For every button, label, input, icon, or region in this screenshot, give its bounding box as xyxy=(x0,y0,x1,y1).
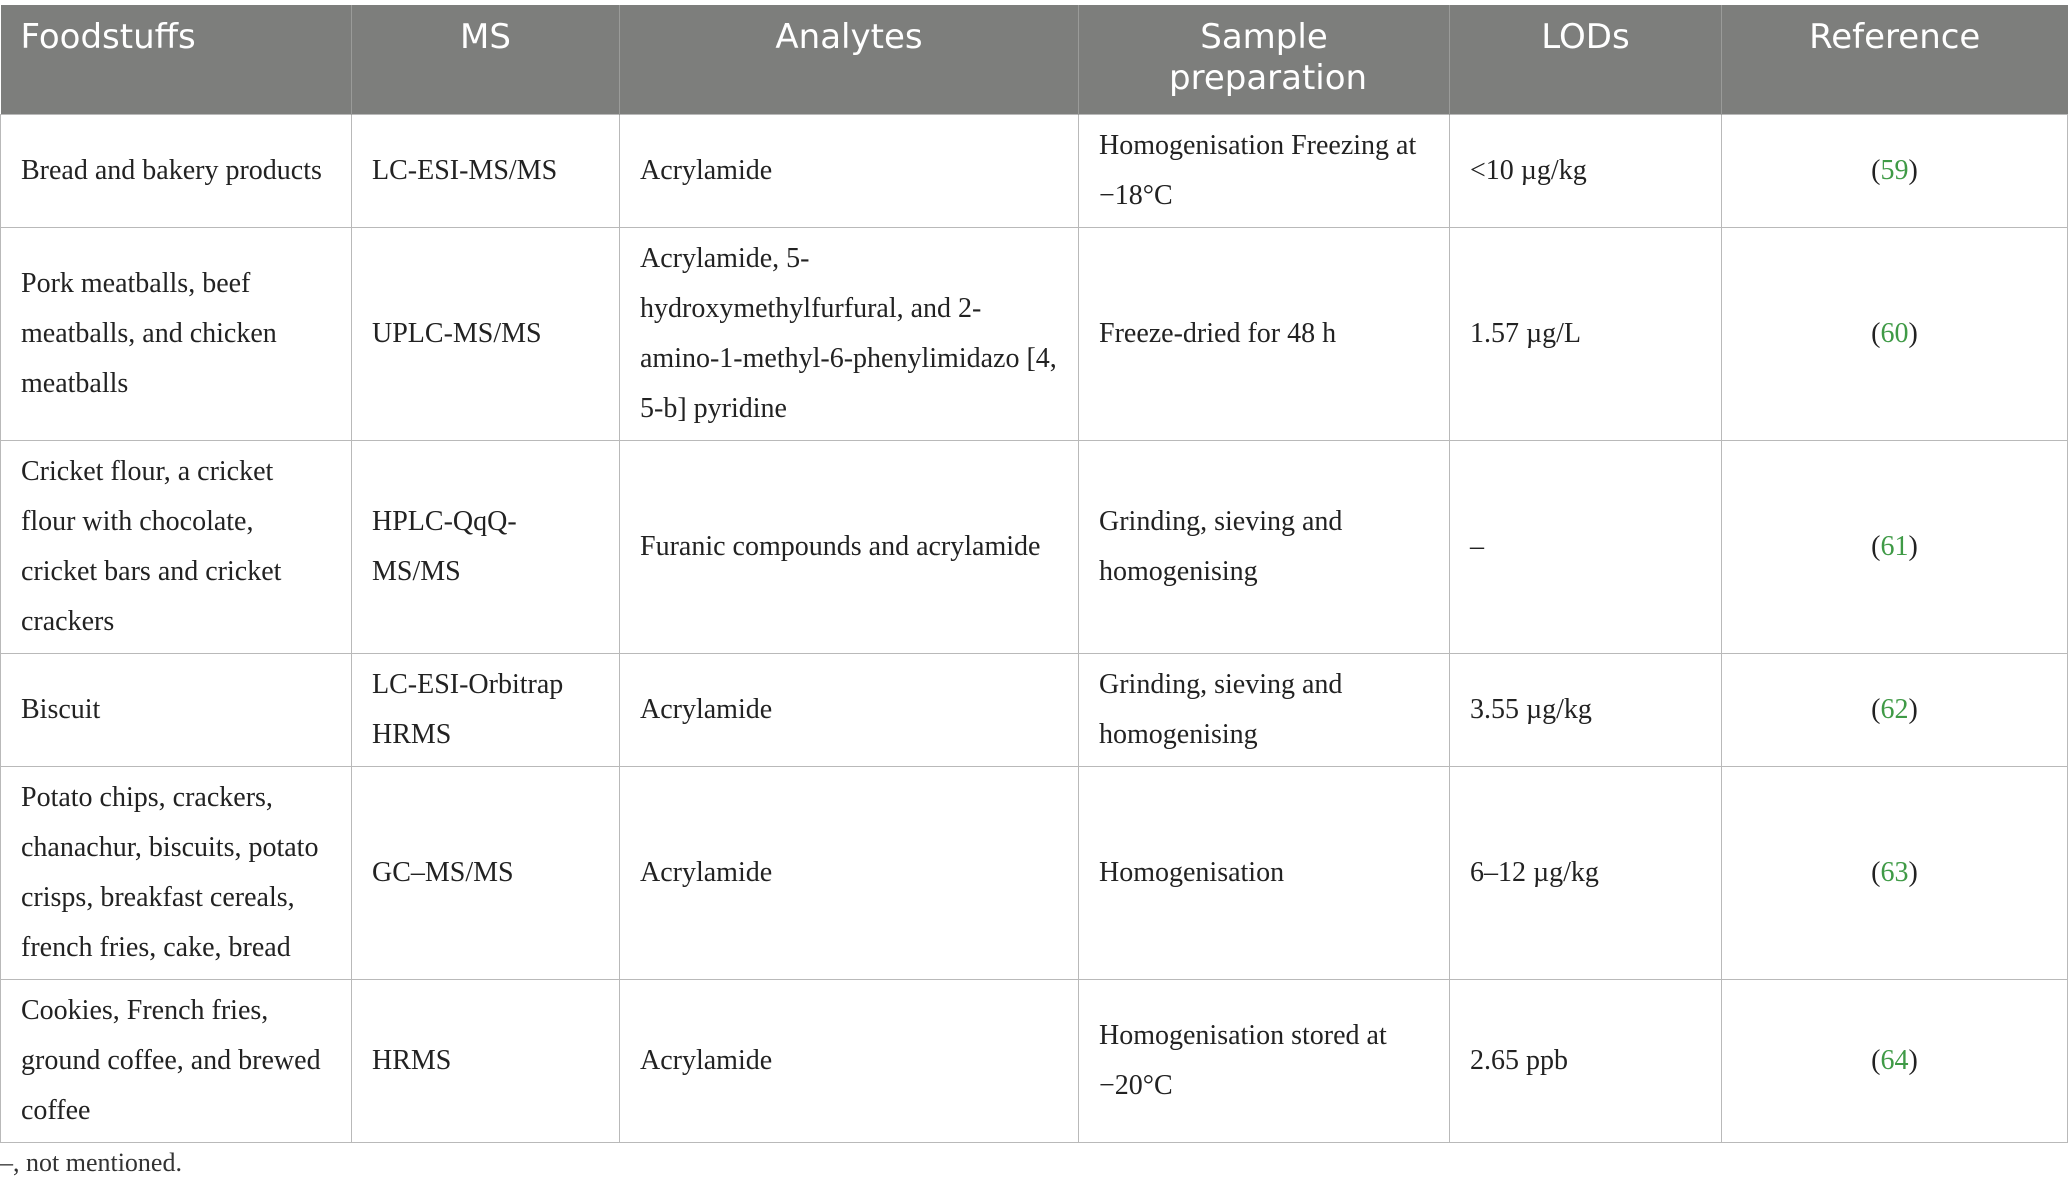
reference-link[interactable]: 59 xyxy=(1880,154,1909,186)
table-row xyxy=(1,440,2068,653)
cell-lods: 3.55 µg/kg xyxy=(1450,653,1722,766)
cell-analytes: Acrylamide, 5-hydroxymethylfurfural, and 2-amino-1-methyl-6-phenylimidazo [4, 5-b] pyridine xyxy=(620,227,1079,440)
table-row xyxy=(1,979,2068,1142)
cell-ms: LC-ESI-MS/MS xyxy=(352,114,620,227)
table-row xyxy=(1,653,2068,766)
cell-ms: LC-ESI-Orbitrap HRMS xyxy=(352,653,620,766)
cell-ms: GC–MS/MS xyxy=(352,766,620,979)
cell-foodstuffs: Pork meatballs, beef meatballs, and chicken meatballs xyxy=(1,227,352,440)
cell-analytes: Acrylamide xyxy=(620,766,1079,979)
table-container xyxy=(0,5,2068,1143)
cell-foodstuffs: Cookies, French fries, ground coffee, and brewed coffee xyxy=(1,979,352,1142)
cell-foodstuffs: Biscuit xyxy=(1,653,352,766)
cell-ms: HPLC-QqQ-MS/MS xyxy=(352,440,620,653)
cell-foodstuffs: Cricket flour, a cricket flour with chocolate, cricket bars and cricket crackers xyxy=(1,440,352,653)
cell-sample-preparation: Homogenisation xyxy=(1079,766,1450,979)
cell-lods: – xyxy=(1450,440,1722,653)
header-sample-preparation-text: Sample preparation xyxy=(1169,17,1368,98)
cell-foodstuffs: Bread and bakery products xyxy=(1,114,352,227)
table-row xyxy=(1,766,2068,979)
cell-ms: HRMS xyxy=(352,979,620,1142)
cell-reference: (63) xyxy=(1722,766,2068,979)
header-analytes: Analytes xyxy=(620,5,1079,114)
cell-lods: 1.57 µg/L xyxy=(1450,227,1722,440)
reference-link[interactable]: 61 xyxy=(1880,530,1909,562)
header-ms: MS xyxy=(352,5,620,114)
table-row xyxy=(1,114,2068,227)
cell-sample-preparation: Grinding, sieving and homogenising xyxy=(1079,653,1450,766)
cell-reference: (60) xyxy=(1722,227,2068,440)
header-reference: Reference xyxy=(1722,5,2068,114)
cell-lods: 6–12 µg/kg xyxy=(1450,766,1722,979)
reference-link[interactable]: 64 xyxy=(1880,1044,1909,1076)
cell-sample-preparation: Homogenisation stored at −20°C xyxy=(1079,979,1450,1142)
reference-link[interactable]: 63 xyxy=(1880,856,1909,888)
cell-ms: UPLC-MS/MS xyxy=(352,227,620,440)
cell-foodstuffs: Potato chips, crackers, chanachur, biscuits, potato crisps, breakfast cereals, french fries, cake, bread xyxy=(1,766,352,979)
table-body xyxy=(1,114,2068,1142)
cell-reference: (62) xyxy=(1722,653,2068,766)
reference-link[interactable]: 62 xyxy=(1880,693,1909,725)
header-row xyxy=(1,5,2068,114)
cell-analytes: Furanic compounds and acrylamide xyxy=(620,440,1079,653)
cell-lods: 2.65 ppb xyxy=(1450,979,1722,1142)
data-table xyxy=(0,5,2068,1143)
table-row xyxy=(1,227,2068,440)
cell-lods: <10 µg/kg xyxy=(1450,114,1722,227)
table-footnote: –, not mentioned. xyxy=(0,1148,182,1177)
cell-sample-preparation: Grinding, sieving and homogenising xyxy=(1079,440,1450,653)
header-sample-preparation xyxy=(1079,5,1450,114)
cell-analytes: Acrylamide xyxy=(620,979,1079,1142)
cell-reference: (61) xyxy=(1722,440,2068,653)
reference-link[interactable]: 60 xyxy=(1880,317,1909,349)
cell-analytes: Acrylamide xyxy=(620,114,1079,227)
table-header xyxy=(1,5,2068,114)
cell-reference: (59) xyxy=(1722,114,2068,227)
cell-analytes: Acrylamide xyxy=(620,653,1079,766)
header-lods: LODs xyxy=(1450,5,1722,114)
cell-sample-preparation: Freeze-dried for 48 h xyxy=(1079,227,1450,440)
cell-reference: (64) xyxy=(1722,979,2068,1142)
header-foodstuffs: Foodstuffs xyxy=(1,5,352,114)
cell-sample-preparation: Homogenisation Freezing at −18°C xyxy=(1079,114,1450,227)
